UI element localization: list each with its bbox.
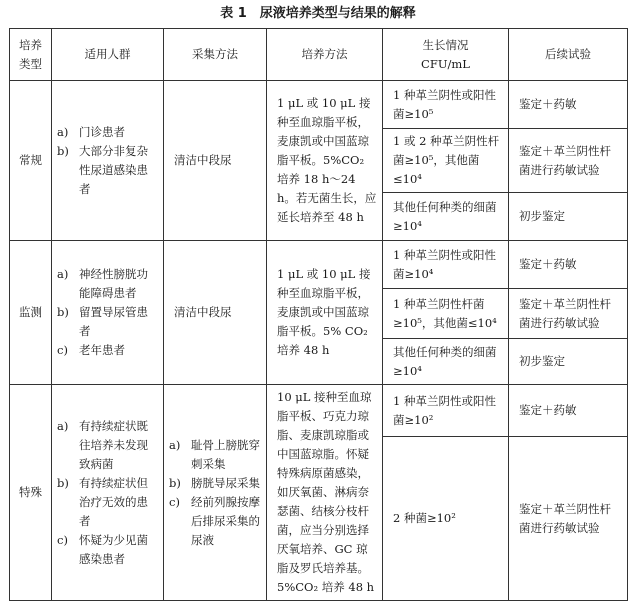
- list-item: c) 怀疑为少见菌感染患者: [57, 532, 148, 566]
- list-item: a) 耻骨上膀胱穿刺采集: [169, 437, 260, 471]
- header-culture: 培养方法: [267, 29, 383, 81]
- list-item: b) 留置导尿管患者: [57, 305, 148, 338]
- followup-cell: 鉴定＋革兰阴性杆菌进行药敏试验: [509, 289, 628, 339]
- growth-cell: 1 种革兰阴性或阳性菌≥10²: [383, 385, 509, 437]
- followup-cell: 初步鉴定: [509, 193, 628, 241]
- list-item: c) 经前列腺按摩后排尿采集的尿液: [169, 494, 260, 547]
- growth-cell: 1 种革兰阴性杆菌≥10⁵，其他菌≤10⁴: [383, 289, 509, 339]
- list-item: a) 神经性膀胱功能障碍患者: [57, 267, 148, 300]
- growth-cell: 其他任何种类的细菌≥10⁴: [383, 193, 509, 241]
- list-item: b) 有持续症状但治疗无效的患者: [57, 475, 148, 528]
- table-row: [10, 81, 628, 129]
- growth-cell: 其他任何种类的细菌≥10⁴: [383, 339, 509, 385]
- header-growth-line2: CFU/mL: [421, 56, 470, 71]
- header-growth: [383, 29, 509, 81]
- culture-cell: 1 μL 或 10 μL 接种至血琼脂平板，麦康凯或中国蓝琼脂平板。5%CO₂ 培养 18 h～24 h。若无菌生长，应延长培养至 48 h: [267, 81, 383, 241]
- followup-cell: 鉴定＋革兰阴性杆菌进行药敏试验: [509, 129, 628, 193]
- followup-cell: 初步鉴定: [509, 339, 628, 385]
- header-type: 培养类型: [10, 29, 52, 81]
- collection-cell: [164, 385, 267, 601]
- growth-cell: 1 种革兰阴性或阳性菌≥10⁵: [383, 81, 509, 129]
- table-caption: 表 1 尿液培养类型与结果的解释: [220, 6, 416, 21]
- followup-cell: 鉴定＋药敏: [509, 81, 628, 129]
- growth-cell: 2 种菌≥10²: [383, 437, 509, 601]
- header-row: [10, 29, 628, 81]
- population-cell: [52, 81, 164, 241]
- header-population: 适用人群: [52, 29, 164, 81]
- followup-cell: 鉴定＋革兰阴性杆菌进行药敏试验: [509, 437, 628, 601]
- growth-cell: 1 种革兰阴性或阳性菌≥10⁴: [383, 241, 509, 289]
- header-followup: 后续试验: [509, 29, 628, 81]
- collection-cell: 清洁中段尿: [164, 241, 267, 385]
- growth-cell: 1 或 2 种革兰阴性杆菌≥10⁵，其他菌≤10⁴: [383, 129, 509, 193]
- list-item: a) 门诊患者: [57, 124, 125, 139]
- collection-cell: 清洁中段尿: [164, 81, 267, 241]
- culture-type: 特殊: [10, 385, 52, 601]
- list-item: c) 老年患者: [57, 343, 125, 357]
- culture-type: 常规: [10, 81, 52, 241]
- culture-type: 监测: [10, 241, 52, 385]
- population-cell: [52, 385, 164, 601]
- list-item: a) 有持续症状既往培养未发现致病菌: [57, 418, 148, 471]
- culture-cell: 1 μL 或 10 μL 接种至血琼脂平板，麦康凯或中国蓝琼脂平板。5% CO₂ 培养 48 h: [267, 241, 383, 385]
- followup-cell: 鉴定＋药敏: [509, 385, 628, 437]
- table-row: [10, 385, 628, 437]
- header-growth-line1: 生长情况: [422, 37, 469, 52]
- list-item: b) 大部分非复杂性尿道感染患者: [57, 143, 148, 196]
- urine-culture-table: [9, 28, 628, 601]
- table-row: [10, 241, 628, 289]
- followup-cell: 鉴定＋药敏: [509, 241, 628, 289]
- population-cell: [52, 241, 164, 385]
- list-item: b) 膀胱导尿采集: [169, 475, 260, 490]
- culture-cell: 10 μL 接种至血琼脂平板、巧克力琼脂、麦康凯琼脂或中国蓝琼脂。怀疑特殊病原菌感染，如厌氧菌、淋病奈瑟菌、结核分枝杆菌，应当分别选择厌氧培养、GC 琼脂及罗氏培养基。5%CO₂ 培养 48 h: [267, 385, 383, 601]
- header-collection: 采集方法: [164, 29, 267, 81]
